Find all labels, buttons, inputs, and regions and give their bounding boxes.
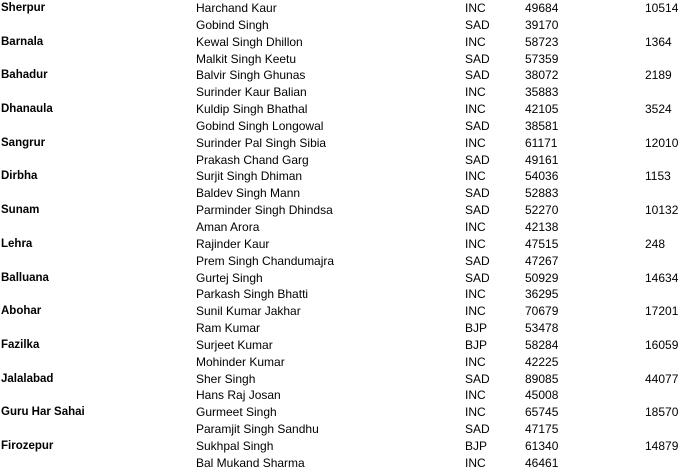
- table-row: [0, 84, 693, 101]
- votes-count: 58723: [525, 34, 559, 49]
- party-name: INC: [465, 287, 486, 302]
- constituency-name: Sangrur: [1, 136, 46, 149]
- candidate-name: Parminder Singh Dhindsa: [196, 203, 333, 218]
- party-name: BJP: [465, 438, 488, 453]
- candidate-name: Kuldip Singh Bhathal: [196, 102, 308, 117]
- victory-margin: 1364: [645, 34, 672, 49]
- candidate-name: Surinder Pal Singh Sibia: [196, 135, 327, 150]
- candidate-name: Baldev Singh Mann: [196, 186, 301, 201]
- party-name: INC: [465, 102, 486, 117]
- votes-count: 52270: [525, 203, 559, 218]
- candidate-name: Surinder Kaur Balian: [196, 85, 307, 100]
- candidate-name: Prakash Chand Garg: [196, 152, 309, 167]
- votes-count: 42225: [525, 354, 559, 369]
- candidate-name: Kewal Singh Dhillon: [196, 34, 303, 49]
- candidate-name: Gurmeet Singh: [196, 405, 277, 420]
- candidate-name: Gobind Singh Longowal: [196, 118, 324, 133]
- constituency-name: Abohar: [1, 305, 42, 318]
- table-row: [0, 320, 693, 337]
- constituency-name: Jalalabad: [1, 372, 54, 385]
- party-name: INC: [465, 405, 486, 420]
- party-name: INC: [465, 304, 486, 319]
- victory-margin: 10514: [645, 1, 679, 15]
- party-name: SAD: [465, 152, 490, 167]
- constituency-name: Dhanaula: [1, 103, 53, 116]
- table-row: [0, 17, 693, 34]
- table-row: [0, 421, 693, 438]
- candidate-name: Sher Singh: [196, 371, 256, 386]
- table-row: [0, 202, 693, 219]
- table-row: [0, 455, 693, 472]
- votes-count: 38072: [525, 68, 559, 83]
- votes-count: 52883: [525, 186, 559, 201]
- candidate-name: Paramjit Singh Sandhu: [196, 422, 319, 437]
- votes-count: 46461: [525, 455, 559, 470]
- candidate-name: Sukhpal Singh: [196, 438, 274, 453]
- votes-count: 50929: [525, 270, 559, 285]
- votes-count: 47515: [525, 236, 559, 251]
- victory-margin: 248: [645, 236, 666, 251]
- table-row: [0, 168, 693, 185]
- candidate-name: Gobind Singh: [196, 17, 269, 32]
- candidate-name: Aman Arora: [196, 219, 260, 234]
- votes-count: 45008: [525, 388, 559, 403]
- votes-count: 70679: [525, 304, 559, 319]
- victory-margin: 14634: [645, 270, 679, 285]
- victory-margin: 18570: [645, 405, 679, 420]
- party-name: SAD: [465, 186, 490, 201]
- candidate-name: Bal Mukand Sharma: [196, 455, 305, 470]
- votes-count: 49684: [525, 1, 559, 15]
- constituency-name: Sunam: [1, 204, 40, 217]
- votes-count: 53478: [525, 321, 559, 336]
- party-name: SAD: [465, 253, 490, 268]
- votes-count: 36295: [525, 287, 559, 302]
- party-name: BJP: [465, 337, 488, 352]
- table-row: [0, 286, 693, 303]
- candidate-name: Parkash Singh Bhatti: [196, 287, 309, 302]
- candidate-name: Ram Kumar: [196, 321, 261, 336]
- votes-count: 61171: [525, 135, 558, 150]
- victory-margin: 2189: [645, 68, 672, 83]
- candidate-name: Mohinder Kumar: [196, 354, 285, 369]
- candidate-name: Prem Singh Chandumajra: [196, 253, 335, 268]
- party-name: INC: [465, 169, 486, 184]
- table-row: [0, 135, 693, 152]
- victory-margin: 10132: [645, 203, 679, 218]
- party-name: INC: [465, 354, 486, 369]
- victory-margin: 14879: [645, 438, 679, 453]
- constituency-name: Lehra: [1, 237, 33, 250]
- votes-count: 47267: [525, 253, 559, 268]
- constituency-name: Firozepur: [1, 439, 54, 452]
- party-name: SAD: [465, 51, 490, 66]
- constituency-name: Sherpur: [1, 2, 46, 14]
- candidate-name: Surjeet Kumar: [196, 337, 273, 352]
- candidate-name: Gurtej Singh: [196, 270, 263, 285]
- candidate-name: Balvir Singh Ghunas: [196, 68, 306, 83]
- table-row: [0, 270, 693, 287]
- party-name: SAD: [465, 118, 490, 133]
- party-name: SAD: [465, 270, 490, 285]
- votes-count: 57359: [525, 51, 559, 66]
- party-name: INC: [465, 455, 486, 470]
- candidate-name: Sunil Kumar Jakhar: [196, 304, 301, 319]
- constituency-name: Balluana: [1, 271, 49, 284]
- table-row: [0, 236, 693, 253]
- party-name: SAD: [465, 17, 490, 32]
- party-name: SAD: [465, 371, 490, 386]
- votes-count: 42138: [525, 219, 559, 234]
- table-row: [0, 34, 693, 51]
- table-row: [0, 253, 693, 270]
- victory-margin: 16059: [645, 337, 679, 352]
- table-row: [0, 67, 693, 84]
- table-row: [0, 51, 693, 68]
- votes-count: 61340: [525, 438, 559, 453]
- constituency-name: Guru Har Sahai: [1, 406, 85, 419]
- votes-count: 58284: [525, 337, 559, 352]
- constituency-name: Fazilka: [1, 338, 40, 351]
- party-name: INC: [465, 1, 486, 15]
- votes-count: 54036: [525, 169, 559, 184]
- victory-margin: 12010: [645, 135, 679, 150]
- party-name: INC: [465, 219, 486, 234]
- table-row: [0, 118, 693, 135]
- votes-count: 39170: [525, 17, 559, 32]
- candidate-name: Hans Raj Josan: [196, 388, 281, 403]
- constituency-name: Barnala: [1, 35, 44, 48]
- constituency-name: Bahadur: [1, 69, 48, 82]
- table-row: [0, 371, 693, 388]
- table-row: [0, 152, 693, 169]
- party-name: INC: [465, 85, 486, 100]
- candidate-name: Rajinder Kaur: [196, 236, 270, 251]
- party-name: SAD: [465, 422, 490, 437]
- table-row: [0, 337, 693, 354]
- party-name: INC: [465, 388, 486, 403]
- votes-count: 89085: [525, 371, 559, 386]
- candidate-name: Surjit Singh Dhiman: [196, 169, 303, 184]
- votes-count: 42105: [525, 102, 559, 117]
- votes-count: 49161: [525, 152, 559, 167]
- table-row: [0, 0, 693, 17]
- victory-margin: 1153: [645, 169, 671, 184]
- constituency-name: Dirbha: [1, 170, 38, 183]
- party-name: INC: [465, 236, 486, 251]
- table-row: [0, 387, 693, 404]
- votes-count: 35883: [525, 85, 559, 100]
- votes-count: 38581: [525, 118, 559, 133]
- party-name: INC: [465, 135, 486, 150]
- table-row: [0, 303, 693, 320]
- party-name: BJP: [465, 321, 488, 336]
- table-row: [0, 404, 693, 421]
- table-row: [0, 219, 693, 236]
- votes-count: 65745: [525, 405, 559, 420]
- victory-margin: 17201: [645, 304, 679, 319]
- party-name: SAD: [465, 68, 490, 83]
- table-row: [0, 185, 693, 202]
- victory-margin: 44077: [645, 371, 679, 386]
- party-name: INC: [465, 34, 486, 49]
- table-row: [0, 101, 693, 118]
- victory-margin: 3524: [645, 102, 672, 117]
- candidate-name: Harchand Kaur: [196, 1, 277, 15]
- votes-count: 47175: [525, 422, 559, 437]
- candidate-name: Malkit Singh Keetu: [196, 51, 297, 66]
- table-row: [0, 354, 693, 371]
- table-row: [0, 438, 693, 455]
- party-name: SAD: [465, 203, 490, 218]
